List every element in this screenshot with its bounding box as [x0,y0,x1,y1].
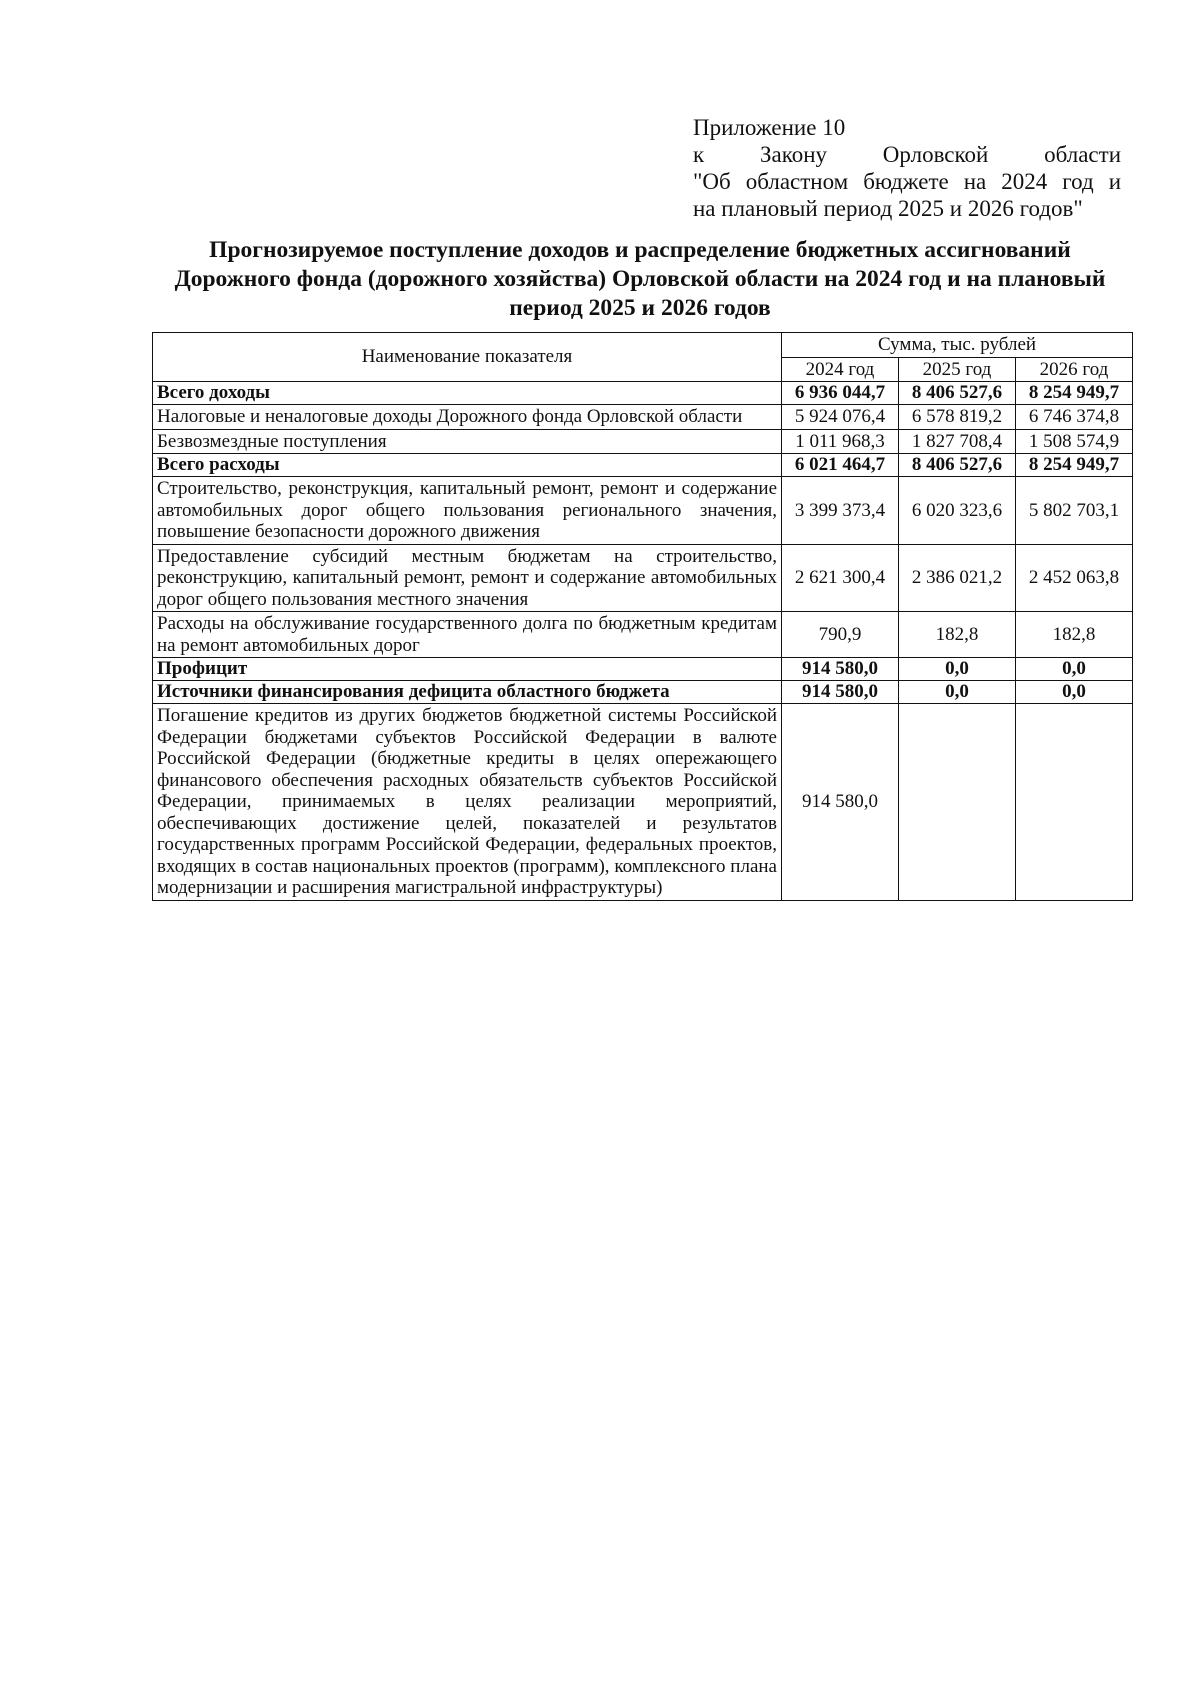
value-2025-cell: 6 020 323,6 [899,477,1016,545]
value-2025-cell: 182,8 [899,612,1016,658]
row-name-cell: Расходы на обслуживание государственного долга по бюджетным кредитам на ремонт автомобильных дорог [153,612,782,658]
row-name-cell: Профицит [153,658,782,681]
row-name-cell: Погашение кредитов из других бюджетов бюджетной системы Российской Федерации бюджетами субъектов Российской Федерации в валюте Российской Федерации (бюджетные кредиты в целях опережающего финансового обеспечения расходных обязательств субъектов Российской Федерации, принимаемых в целях реализации мероприятий, обеспечивающих достижение целей, показателей и результатов государственных программ Российской Федерации, федеральных проектов, входящих в состав национальных проектов (программ), комплексного плана модернизации и расширения магистральной инфраструктуры) [153,704,782,901]
value-2025-cell: 8 406 527,6 [899,382,1016,405]
table-row [153,681,1133,704]
value-2025-cell: 1 827 708,4 [899,429,1016,454]
table-row [153,454,1133,477]
value-2025-cell: 2 386 021,2 [899,544,1016,612]
row-name-cell: Строительство, реконструкция, капитальный ремонт, ремонт и содержание автомобильных дорог общего пользования регионального значения, повышение безопасности дорожного движения [153,477,782,545]
table-row [153,658,1133,681]
row-name-cell: Налоговые и неналоговые доходы Дорожного фонда Орловской области [153,405,782,430]
value-2026-cell: 0,0 [1016,681,1133,704]
table-row [153,477,1133,545]
header-year-2024: 2024 год [782,357,899,382]
value-2026-cell: 6 746 374,8 [1016,405,1133,430]
table-body [153,382,1133,901]
header-year-2026: 2026 год [1016,357,1133,382]
table-row [153,612,1133,658]
annex-law-line: к Закону Орловской области [693,142,1121,167]
value-2025-cell: 6 578 819,2 [899,405,1016,430]
value-2025-cell: 8 406 527,6 [899,454,1016,477]
value-2026-cell [1016,704,1133,901]
header-row-1 [153,333,1133,358]
value-2026-cell: 1 508 574,9 [1016,429,1133,454]
header-year-2025: 2025 год [899,357,1016,382]
table-row [153,382,1133,405]
annex-law-title-line1: "Об областном бюджете на 2024 год и [693,169,1121,194]
annex-header [693,114,1121,222]
value-2024-cell: 790,9 [782,612,899,658]
value-2026-cell: 8 254 949,7 [1016,382,1133,405]
table-header [153,333,1133,382]
value-2024-cell: 1 011 968,3 [782,429,899,454]
value-2024-cell: 914 580,0 [782,681,899,704]
value-2024-cell: 6 021 464,7 [782,454,899,477]
annex-number: Приложение 10 [693,115,846,140]
row-name-cell: Всего расходы [153,454,782,477]
document-title: Прогнозируемое поступление доходов и распределение бюджетных ассигнований Дорожного фонда (дорожного хозяйства) Орловской области на 2024 год и на плановый период 2025 и 2026 годов [174,237,1106,321]
value-2026-cell: 5 802 703,1 [1016,477,1133,545]
value-2024-cell: 914 580,0 [782,704,899,901]
value-2025-cell [899,704,1016,901]
row-name-cell: Всего доходы [153,382,782,405]
value-2025-cell: 0,0 [899,658,1016,681]
row-name-cell: Источники финансирования дефицита областного бюджета [153,681,782,704]
header-indicator-name: Наименование показателя [153,333,782,382]
row-name-cell: Безвозмездные поступления [153,429,782,454]
table-row [153,405,1133,430]
value-2026-cell: 182,8 [1016,612,1133,658]
value-2025-cell: 0,0 [899,681,1016,704]
value-2026-cell: 8 254 949,7 [1016,454,1133,477]
value-2026-cell: 2 452 063,8 [1016,544,1133,612]
budget-table [152,332,1133,901]
value-2026-cell: 0,0 [1016,658,1133,681]
value-2024-cell: 6 936 044,7 [782,382,899,405]
row-name-cell: Предоставление субсидий местным бюджетам на строительство, реконструкцию, капитальный ремонт, ремонт и содержание автомобильных дорог общего пользования местного значения [153,544,782,612]
value-2024-cell: 5 924 076,4 [782,405,899,430]
table-row [153,704,1133,901]
annex-law-title-line2: на плановый период 2025 и 2026 годов" [693,196,1083,221]
value-2024-cell: 2 621 300,4 [782,544,899,612]
table-row [153,429,1133,454]
value-2024-cell: 3 399 373,4 [782,477,899,545]
header-sum-units: Сумма, тыс. рублей [782,333,1133,358]
value-2024-cell: 914 580,0 [782,658,899,681]
table-row [153,544,1133,612]
